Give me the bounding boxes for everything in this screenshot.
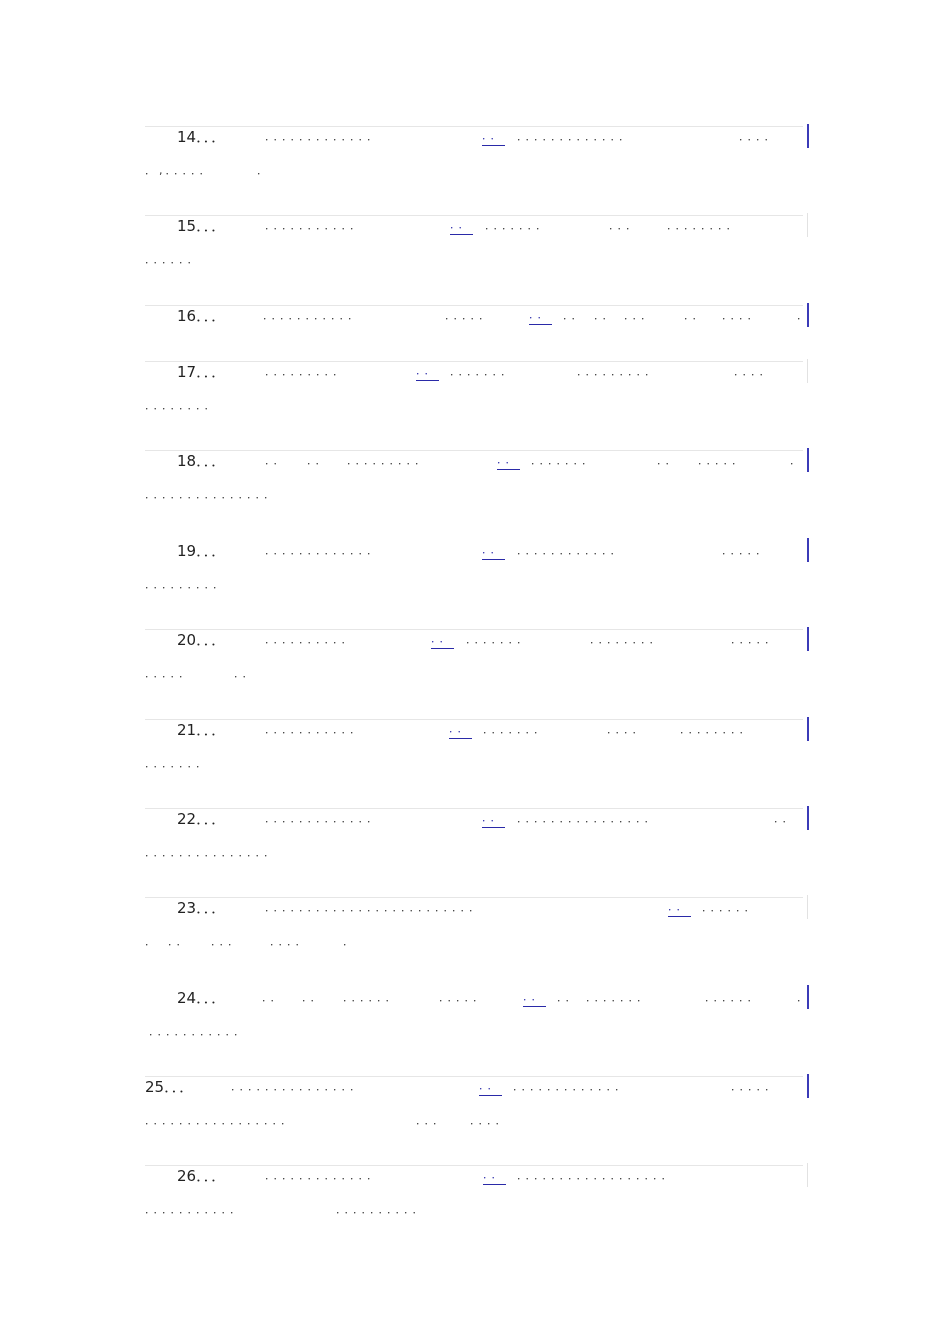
question-number: 16．．． [177, 307, 227, 325]
question-text: ． [343, 935, 357, 948]
question-text: ．．．．．．．．．．．．． [517, 130, 633, 143]
question-text: ．．．．．．．．． [145, 578, 227, 591]
question-text: ．．．．．．． [531, 454, 596, 467]
question-text: ．．．．．．．．．．．．．．． [145, 488, 278, 501]
question-text: ． [797, 309, 811, 322]
question-text: ．,．．．．． [145, 164, 214, 177]
question-text: ．．．．．．．．．．．．．．． [145, 846, 278, 859]
question-text: ．．．．．． [702, 901, 759, 914]
question-text: ．．．．． [731, 633, 779, 646]
question-text: ．．．．．．．．．．． [149, 1025, 248, 1038]
question-line [145, 719, 810, 741]
question-line [145, 1199, 810, 1221]
question-23 [145, 897, 805, 977]
question-number: 24．．． [177, 989, 227, 1007]
question-line [145, 1021, 810, 1043]
question-text: ．．．．．．．． [145, 399, 219, 412]
question-line [145, 753, 810, 775]
question-text: ．．．．． [731, 1080, 779, 1093]
question-24 [145, 987, 811, 1067]
question-text: ．．．．．．． [466, 633, 531, 646]
question-line [145, 215, 810, 237]
question-text: ．．．．．．． [586, 991, 651, 1004]
question-line [145, 450, 810, 472]
question-line [145, 574, 810, 596]
question-text: ．． [262, 991, 285, 1004]
question-text: ．．．．．．． [485, 219, 550, 232]
question-line [145, 931, 810, 953]
question-text: ．．．． [739, 130, 779, 143]
answer-blank: ．． [482, 126, 505, 146]
question-text: ．． [774, 812, 797, 825]
question-text: ． [797, 991, 811, 1004]
question-line [145, 663, 810, 685]
question-text: ．．．．．．．．．．． [145, 1203, 244, 1216]
question-14 [145, 126, 805, 206]
question-text: ．．．．．． [145, 253, 202, 266]
question-15 [145, 215, 805, 295]
question-line [145, 249, 810, 271]
answer-blank: ．． [431, 629, 454, 649]
question-text: ．．．．．．．．．．．． [517, 544, 625, 557]
answer-blank: ．． [483, 1165, 506, 1185]
question-text: ．． [302, 991, 325, 1004]
question-19 [145, 540, 805, 620]
question-text: ．． [657, 454, 680, 467]
question-text: ．．．．．．． [450, 365, 515, 378]
question-text: ．．．．． [145, 667, 193, 680]
question-text: ．． [265, 454, 288, 467]
question-text: ．． [307, 454, 330, 467]
question-line [145, 987, 810, 1009]
question-text: ． [257, 164, 271, 177]
question-text: ．．．．．．．．．．．．．．．． [517, 812, 659, 825]
question-text: ．．．．．．． [145, 757, 210, 770]
question-text: ．． [168, 935, 191, 948]
question-text: ．．．．． [722, 544, 770, 557]
question-text: ．．．．．．．．．．．．．．．．．． [517, 1169, 676, 1182]
question-line [145, 1110, 810, 1132]
question-number: 18．．． [177, 452, 227, 470]
question-line [145, 395, 810, 417]
question-text: ．．．．．． [343, 991, 400, 1004]
question-line [145, 1076, 810, 1098]
question-21 [145, 719, 805, 799]
question-text: ．．．． [270, 935, 310, 948]
question-text: ．．．．．．．．．．． [263, 309, 362, 322]
question-text: ．． [557, 991, 580, 1004]
question-text: ．．．． [607, 723, 647, 736]
question-text: ．．．．．．．． [680, 723, 754, 736]
question-text: ．．．．．．．．．．．．． [513, 1080, 629, 1093]
question-18 [145, 450, 805, 530]
question-number: 17．．． [177, 363, 227, 381]
answer-blank: ．． [482, 808, 505, 828]
question-text: ．．．．． [445, 309, 493, 322]
question-number: 14．．． [177, 128, 227, 146]
question-text: ．．．．．．．． [667, 219, 741, 232]
question-number: 23．．． [177, 899, 227, 917]
question-text: ．．．．．．．．． [577, 365, 659, 378]
answer-blank: ．． [416, 361, 439, 381]
question-line [145, 160, 810, 182]
answer-blank: ．． [479, 1076, 502, 1096]
question-line [145, 484, 810, 506]
question-text: ． [790, 454, 804, 467]
question-number: 19．．． [177, 542, 227, 560]
question-22 [145, 808, 805, 888]
answer-blank: ．． [523, 987, 546, 1007]
answer-blank: ．． [482, 540, 505, 560]
question-text: ．．．．．．．．．．．．．．．．．．．．．．．．． [265, 901, 483, 914]
question-17 [145, 361, 805, 441]
question-text: ．． [563, 309, 586, 322]
question-number: 20．．． [177, 631, 227, 649]
question-text: ．．． [624, 309, 655, 322]
question-20 [145, 629, 805, 709]
question-line [145, 842, 810, 864]
question-text: ．．．．．．．．．．．．． [265, 130, 381, 143]
question-text: ．．．．．．．．．．．．．．． [231, 1080, 364, 1093]
question-text: ．．．．．．．．．． [336, 1203, 427, 1216]
question-text: ．．．． [470, 1114, 510, 1127]
question-text: ．．．．．．．． [590, 633, 664, 646]
question-number: 22．．． [177, 810, 227, 828]
question-text: ．．．．．．．．．．． [265, 219, 364, 232]
answer-blank: ．． [668, 897, 691, 917]
question-25 [145, 1076, 805, 1156]
question-text: ．．．．．．．．．．．．．．．．． [145, 1114, 295, 1127]
question-text: ．． [234, 667, 257, 680]
question-text: ．．．．．．．．．．．．． [265, 812, 381, 825]
question-text: ．．．．．．．．．．．．． [265, 544, 381, 557]
question-text: ．．．．．．．．． [347, 454, 429, 467]
question-number: 25．．． [145, 1078, 195, 1096]
question-text: ．．．．．．．．．． [265, 633, 356, 646]
question-text: ．．．．．． [705, 991, 762, 1004]
question-line [145, 629, 810, 651]
question-26 [145, 1165, 805, 1245]
question-text: ．．．．． [698, 454, 746, 467]
question-line [145, 1165, 810, 1187]
question-text: ． [145, 935, 159, 948]
question-text: ．．．．．．．．． [265, 365, 347, 378]
question-line [145, 305, 810, 327]
question-line [145, 897, 810, 919]
question-number: 15．．． [177, 217, 227, 235]
question-text: ．． [594, 309, 617, 322]
question-text: ．． [684, 309, 707, 322]
question-text: ．．． [609, 219, 640, 232]
question-number: 26．．． [177, 1167, 227, 1185]
question-number: 21．．． [177, 721, 227, 739]
question-text: ．．．． [734, 365, 774, 378]
question-text: ．．．．．．．．．．．．． [265, 1169, 381, 1182]
question-text: ．．．．．．．．．．． [265, 723, 364, 736]
question-text: ．．．．．．． [483, 723, 548, 736]
question-line [145, 126, 810, 148]
question-text: ．．． [416, 1114, 447, 1127]
question-line [145, 808, 810, 830]
answer-blank: ．． [497, 450, 520, 470]
question-text: ．．．． [722, 309, 762, 322]
question-text: ．．． [211, 935, 242, 948]
question-text: ．．．．． [439, 991, 487, 1004]
answer-blank: ．． [449, 719, 472, 739]
question-line [145, 540, 810, 562]
answer-blank: ．． [529, 305, 552, 325]
question-line [145, 361, 810, 383]
answer-blank: ．． [450, 215, 473, 235]
